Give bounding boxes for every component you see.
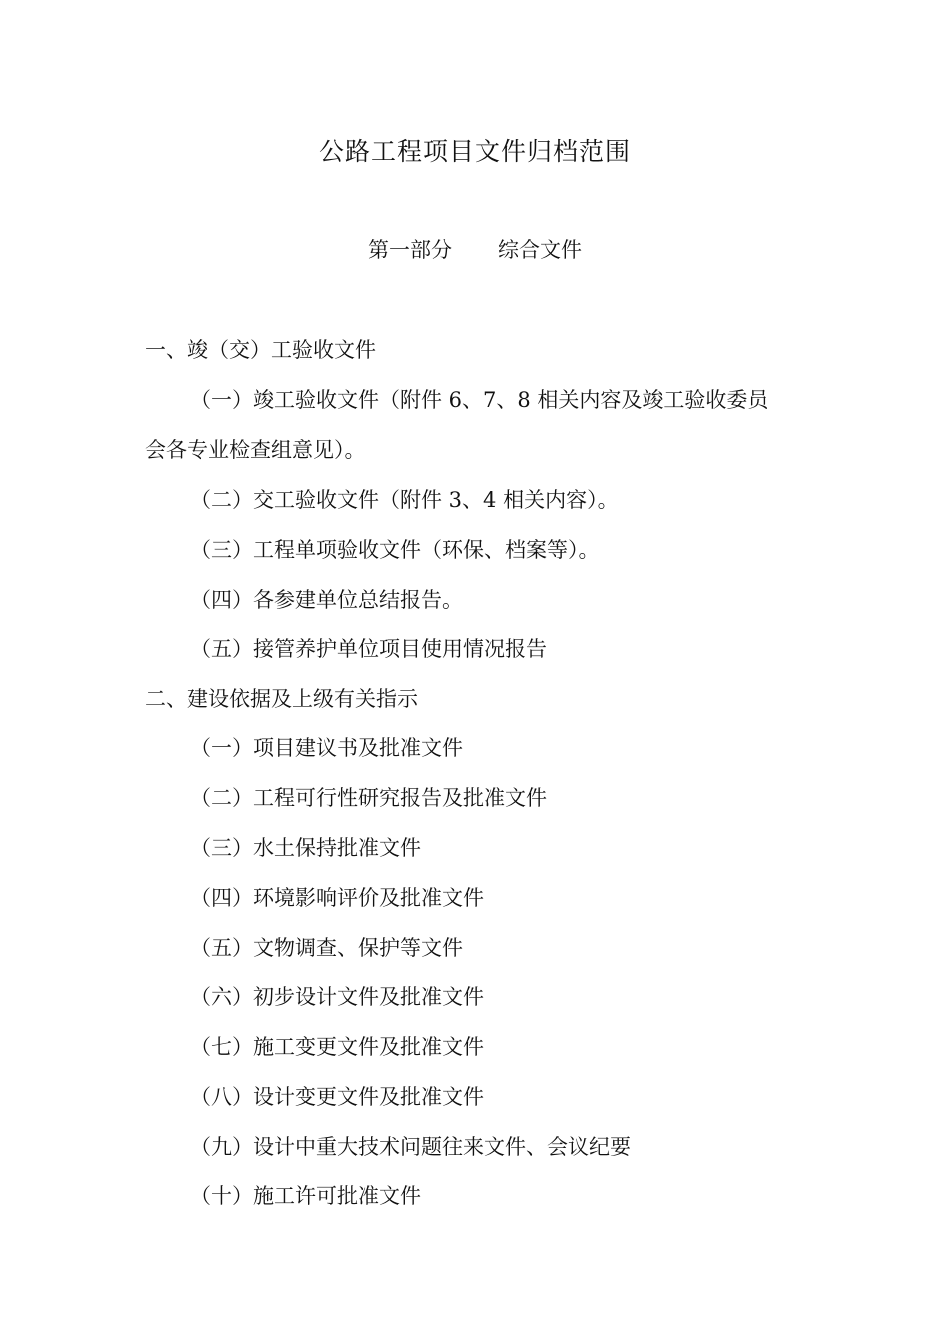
- list-item: （四）环境影响评价及批准文件: [190, 886, 484, 910]
- list-item: （三）水土保持批准文件: [190, 836, 421, 860]
- part-heading: [0, 233, 950, 267]
- list-item: （二）工程可行性研究报告及批准文件: [190, 786, 547, 810]
- list-item: （八）设计变更文件及批准文件: [190, 1085, 484, 1109]
- list-item-continuation: 会各专业检查组意见）。: [145, 438, 366, 462]
- section-heading: 二、建设依据及上级有关指示: [145, 687, 418, 711]
- list-item: （三）工程单项验收文件（环保、档案等）。: [190, 538, 600, 562]
- list-item: （五）接管养护单位项目使用情况报告: [190, 637, 547, 661]
- list-item: （九）设计中重大技术问题往来文件、会议纪要: [190, 1135, 631, 1159]
- list-item: （五）文物调查、保护等文件: [190, 936, 463, 960]
- list-item: （二）交工验收文件（附件 3、4 相关内容）。: [190, 488, 619, 512]
- list-item: （一）竣工验收文件（附件 6、7、8 相关内容及竣工验收委员: [190, 388, 769, 412]
- section-heading: 一、竣（交）工验收文件: [145, 338, 376, 362]
- part-label: 第一部分: [368, 238, 452, 262]
- list-item: （十）施工许可批准文件: [190, 1184, 421, 1208]
- document-title: 公路工程项目文件归档范围: [318, 137, 631, 166]
- list-item: （四）各参建单位总结报告。: [190, 588, 463, 612]
- list-item: （一）项目建议书及批准文件: [190, 736, 463, 760]
- part-name: 综合文件: [498, 238, 582, 262]
- list-item: （六）初步设计文件及批准文件: [190, 985, 484, 1009]
- list-item: （七）施工变更文件及批准文件: [190, 1035, 484, 1059]
